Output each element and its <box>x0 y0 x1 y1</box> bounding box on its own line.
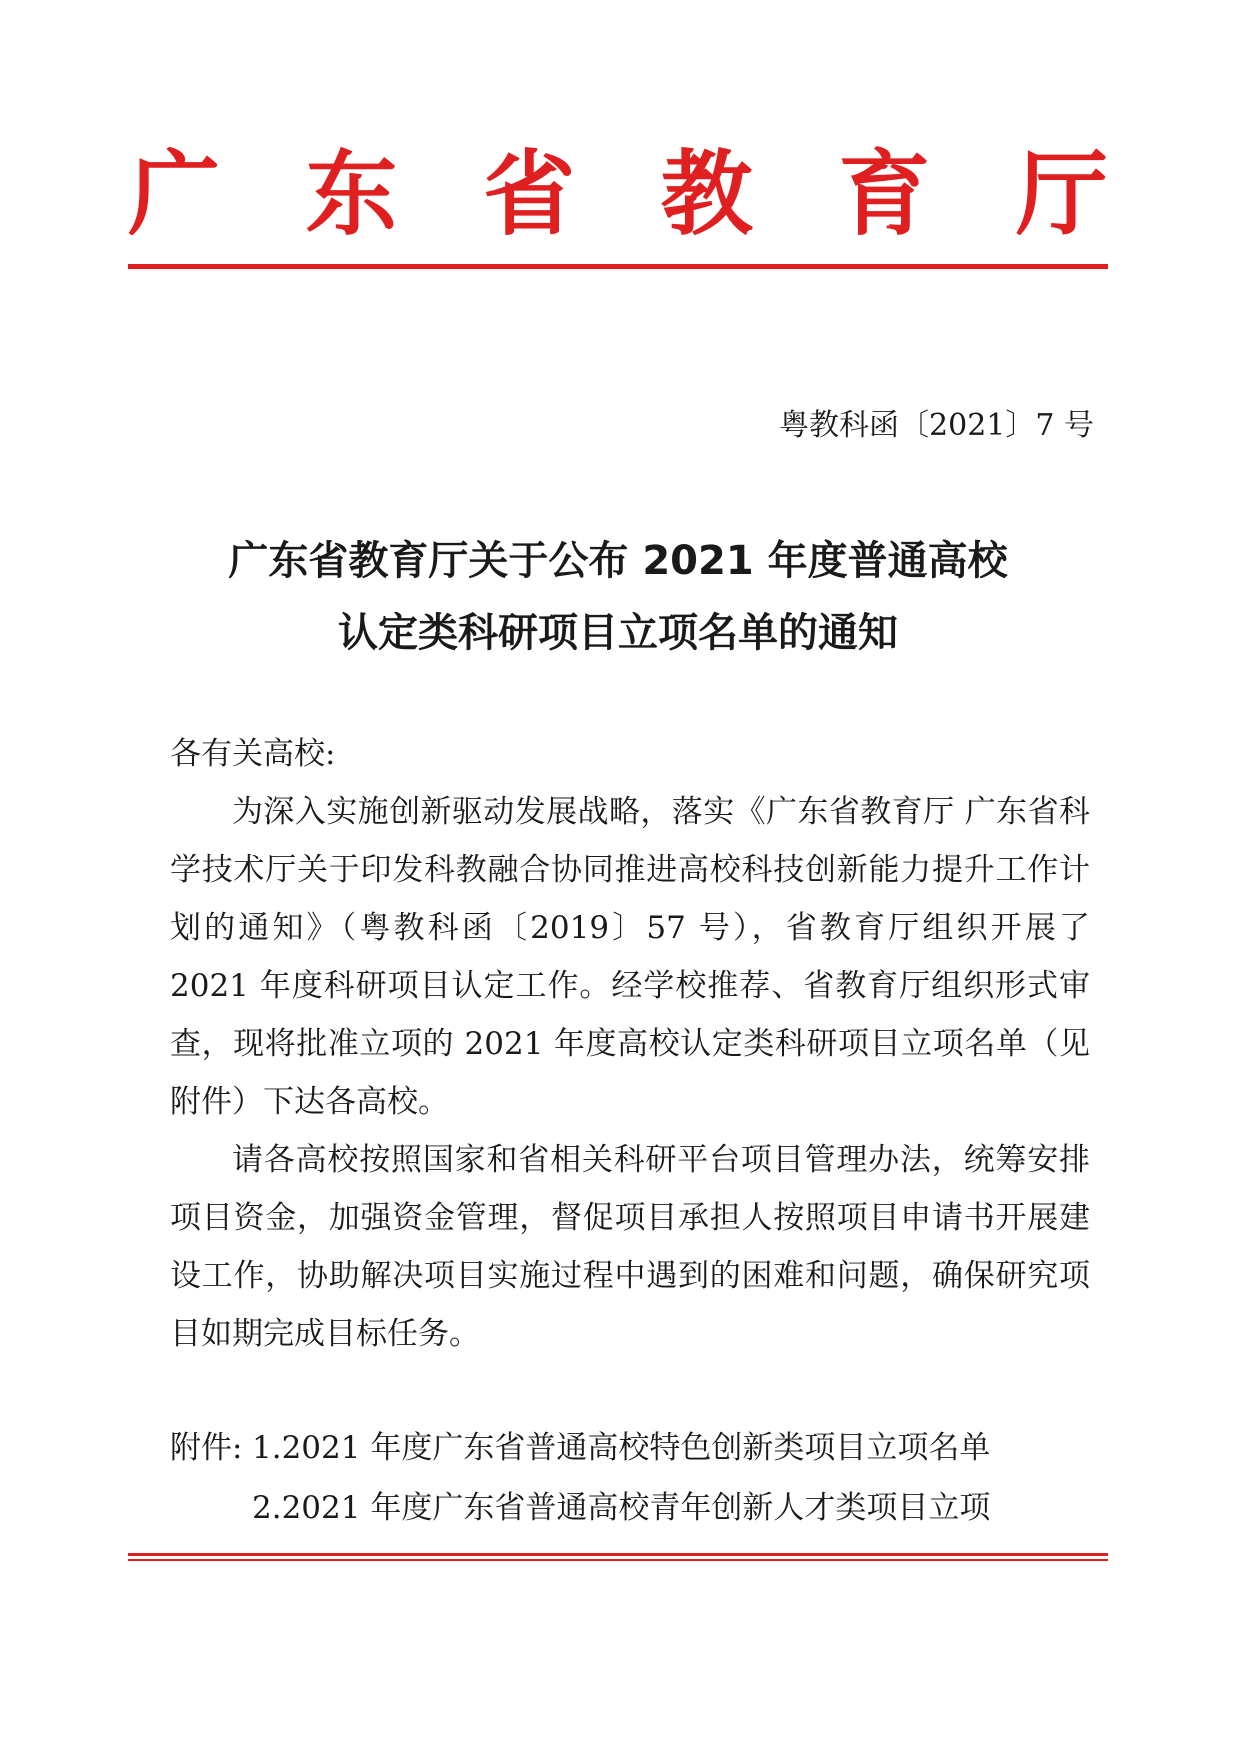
attachments <box>170 1418 1090 1538</box>
attachment-list <box>252 1418 1090 1538</box>
letterhead <box>128 140 1108 248</box>
title-line-2: 认定类科研项目立项名单的通知 <box>338 610 898 656</box>
footer-rule <box>128 1553 1108 1556</box>
letterhead-char: 教 <box>660 140 753 248</box>
attachment-label: 附件: <box>170 1430 243 1466</box>
paragraph: 请各高校按照国家和省相关科研平台项目管理办法，统筹安排项目资金，加强资金管理，督促项目承担人按照项目申请书开展建设工作，协助解决项目实施过程中遇到的困难和问题，确保研究项目如期完成目标任务。 <box>170 1142 1090 1352</box>
letterhead-char: 厅 <box>1015 140 1108 248</box>
document-body <box>170 725 1090 1363</box>
attachment-item: 2.2021 年度广东省普通高校青年创新人才类项目立项 <box>252 1490 991 1526</box>
document-number: 粤教科函〔2021〕7 号 <box>779 408 1094 443</box>
attachment-item: 1.2021 年度广东省普通高校特色创新类项目立项名单 <box>252 1430 991 1466</box>
document-title <box>128 525 1108 669</box>
footer-rule-thin <box>128 1559 1108 1561</box>
paragraph: 为深入实施创新驱动发展战略，落实《广东省教育厅 广东省科学技术厅关于印发科教融合协同推进高校科技创新能力提升工作计划的通知》（粤教科函〔2019〕57 号），省教育厅组织开展了 2021 年度科研项目认定工作。经学校推荐、省教育厅组织形式审查，现将批准立项的 2021 年度高校认定类科研项目立项名单（见附件）下达各高校。 <box>170 794 1090 1120</box>
letterhead-char: 育 <box>838 140 931 248</box>
title-line-1: 广东省教育厅关于公布 2021 年度普通高校 <box>228 538 1008 584</box>
letterhead-rule <box>128 264 1108 269</box>
letterhead-char: 东 <box>305 140 398 248</box>
letterhead-char: 省 <box>483 140 576 248</box>
salutation: 各有关高校: <box>170 736 336 772</box>
letterhead-char: 广 <box>128 140 221 248</box>
attachment-block <box>170 1418 1090 1538</box>
